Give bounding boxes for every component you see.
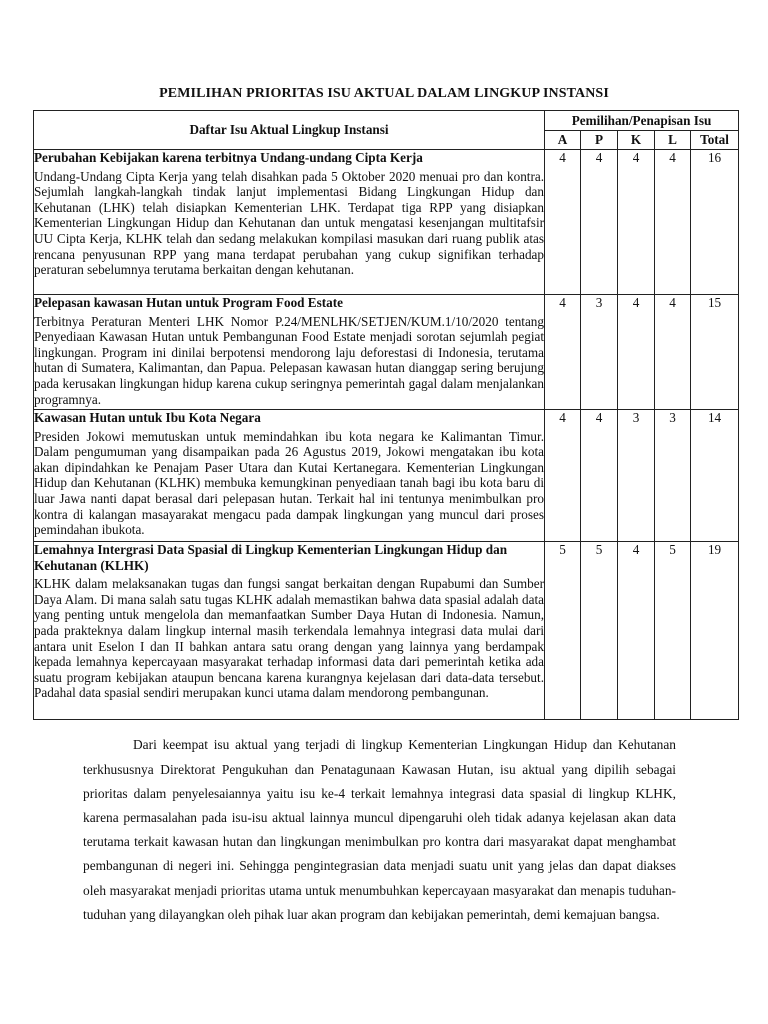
table-row (34, 542, 739, 720)
score-p: 4 (581, 150, 618, 295)
table-row (34, 150, 739, 295)
document-title: PEMILIHAN PRIORITAS ISU AKTUAL DALAM LINGKUP INSTANSI (159, 86, 609, 101)
score-k: 3 (618, 410, 655, 542)
issue-heading: Lemahnya Intergrasi Data Spasial di Lingkup Kementerian Lingkungan Hidup dan Kehutanan (KLHK) (34, 542, 508, 573)
table-header-row (34, 111, 739, 131)
issue-description: Undang-Undang Cipta Kerja yang telah disahkan pada 5 Oktober 2020 menuai pro dan kontra. Sejumlah langkah-langkah tindak lanjut implementasi Bidang Lingkungan Hidup dan Kehutanan (LHK) telah disiapkan Kementerian LHK. Terdapat tiga RPP yang disiapkan Kementerian Lingkungan Hidup dan Kehutanan dan untuk mengatasi kesenjangan multitafsir UU Cipta Kerja, KLHK telah dan sedang melakukan kompilasi masukan dari ruang publik atas rencana penyusunan RPP yang mana terdapat perubahan yang cukup signifikan terhadap peraturan sebelumnya terutama berkaitan dengan kehutanan. (34, 168, 544, 278)
issue-description: Terbitnya Peraturan Menteri LHK Nomor P.24/MENLHK/SETJEN/KUM.1/10/2020 tentang Penyediaan Kawasan Hutan untuk Pembangunan Food Estate menjadi sorotan sejumlah pegiat lingkungan. Program ini dinilai berpotensi mendorong laju deforestasi di Indonesia, terutama hutan di Sumatera, Kalimantan, dan Papua. Pelepasan kawasan hutan dianggap sering berujung pada kerusakan lingkungan hidup karena cukup seringnya pemerintah gagal dalam menjalankan programnya. (34, 313, 544, 407)
score-l: 4 (655, 295, 691, 410)
issue-heading: Kawasan Hutan untuk Ibu Kota Negara (34, 410, 261, 425)
score-p: 4 (581, 410, 618, 542)
header-selection: Pemilihan/Penapisan Isu (545, 111, 739, 131)
conclusion-paragraph: Dari keempat isu aktual yang terjadi di lingkup Kementerian Lingkungan Hidup dan Kehutanan terkhususnya Direktorat Pengukuhan dan Penatagunaan Kawasan Hutan, isu aktual yang dipilih sebagai prioritas dalam penyelesaiannya yaitu isu ke-4 terkait lemahnya integrasi data spasial di lingkup KLHK, karena permasalahan pada isu-isu aktual lainnya muncul dipengaruhi oleh tidak adanya kejelasan akan data terutama terkait kawasan hutan dan lingkungan menimbulkan pro kontra dari masyarakat dapat menghambat pembangunan di negeri ini. Sehingga pengintegrasian data menjadi suatu unit yang jelas dan dapat diakses oleh masyarakat menjadi prioritas utama untuk menumbuhkan kepercayaan masyarakat dan menapis tuduhan-tuduhan yang dilayangkan oleh pihak luar akan program dan kebijakan pemerintah, demi kemajuan bangsa. (83, 737, 676, 922)
issue-priority-table (33, 110, 739, 720)
header-col-a: A (545, 131, 581, 150)
issue-heading: Pelepasan kawasan Hutan untuk Program Food Estate (34, 295, 343, 310)
header-col-l: L (655, 131, 691, 150)
header-col-k: K (618, 131, 655, 150)
score-a: 4 (545, 410, 581, 542)
score-k: 4 (618, 542, 655, 720)
score-k: 4 (618, 150, 655, 295)
issue-cell (34, 542, 545, 720)
issue-cell (34, 410, 545, 542)
score-p: 5 (581, 542, 618, 720)
score-k: 4 (618, 295, 655, 410)
issue-description: KLHK dalam melaksanakan tugas dan fungsi sangat berkaitan dengan Rupabumi dan Sumber Daya Alam. Di mana salah satu tugas KLHK adalah memastikan bahwa data spasial adalah data yang penting untuk mengelola dan memanfaatkan Sumber Daya Hutan di Indonesia. Namun, pada prakteknya dalam lingkup internal masih terkendala lemahnya integrasi data mulai dari antara unit Eselon I dan II bahkan antara satu orang dengan yang lainnya yang berdampak kepada lemahnya kepercayaan masyarakat terhadap informasi data dari pemerintah ketika ada suatu program kebijakan ataupun bencana karena kurangnya kejelasan dari data-data tersebut. Padahal data spasial sendiri merupakan kunci utama dalam mendorong pembangunan. (34, 576, 544, 701)
score-l: 5 (655, 542, 691, 720)
issue-heading: Perubahan Kebijakan karena terbitnya Undang-undang Cipta Kerja (34, 150, 423, 165)
score-a: 5 (545, 542, 581, 720)
header-col-total: Total (691, 131, 739, 150)
score-a: 4 (545, 150, 581, 295)
header-issue-list: Daftar Isu Aktual Lingkup Instansi (34, 111, 545, 150)
score-p: 3 (581, 295, 618, 410)
issue-description: Presiden Jokowi memutuskan untuk memindahkan ibu kota negara ke Kalimantan Timur. Dalam pengumuman yang disampaikan pada 26 Agustus 2019, Jokowi mengatakan ibu kota akan dipindahkan ke Penajam Paser Utara dan Kutai Kertanegara. Kementerian Lingkungan Hidup dan Kehutanan (KLHK) membuka kemungkinan penyediaan tanah bagi ibu kota baru di luar Jawa nanti dapat berasal dari pelepasan hutan. Terkait hal ini tentunya menimbulkan pro kontra di kalangan masayarakat mengacu pada dampak lingkungan yang muncul dari proses pemindahan ibukota. (34, 428, 544, 538)
score-total: 16 (691, 150, 739, 295)
score-l: 3 (655, 410, 691, 542)
score-l: 4 (655, 150, 691, 295)
score-total: 14 (691, 410, 739, 542)
table-row (34, 295, 739, 410)
issue-cell (34, 295, 545, 410)
score-total: 15 (691, 295, 739, 410)
score-a: 4 (545, 295, 581, 410)
header-col-p: P (581, 131, 618, 150)
issue-cell (34, 150, 545, 295)
table-row (34, 410, 739, 542)
score-total: 19 (691, 542, 739, 720)
